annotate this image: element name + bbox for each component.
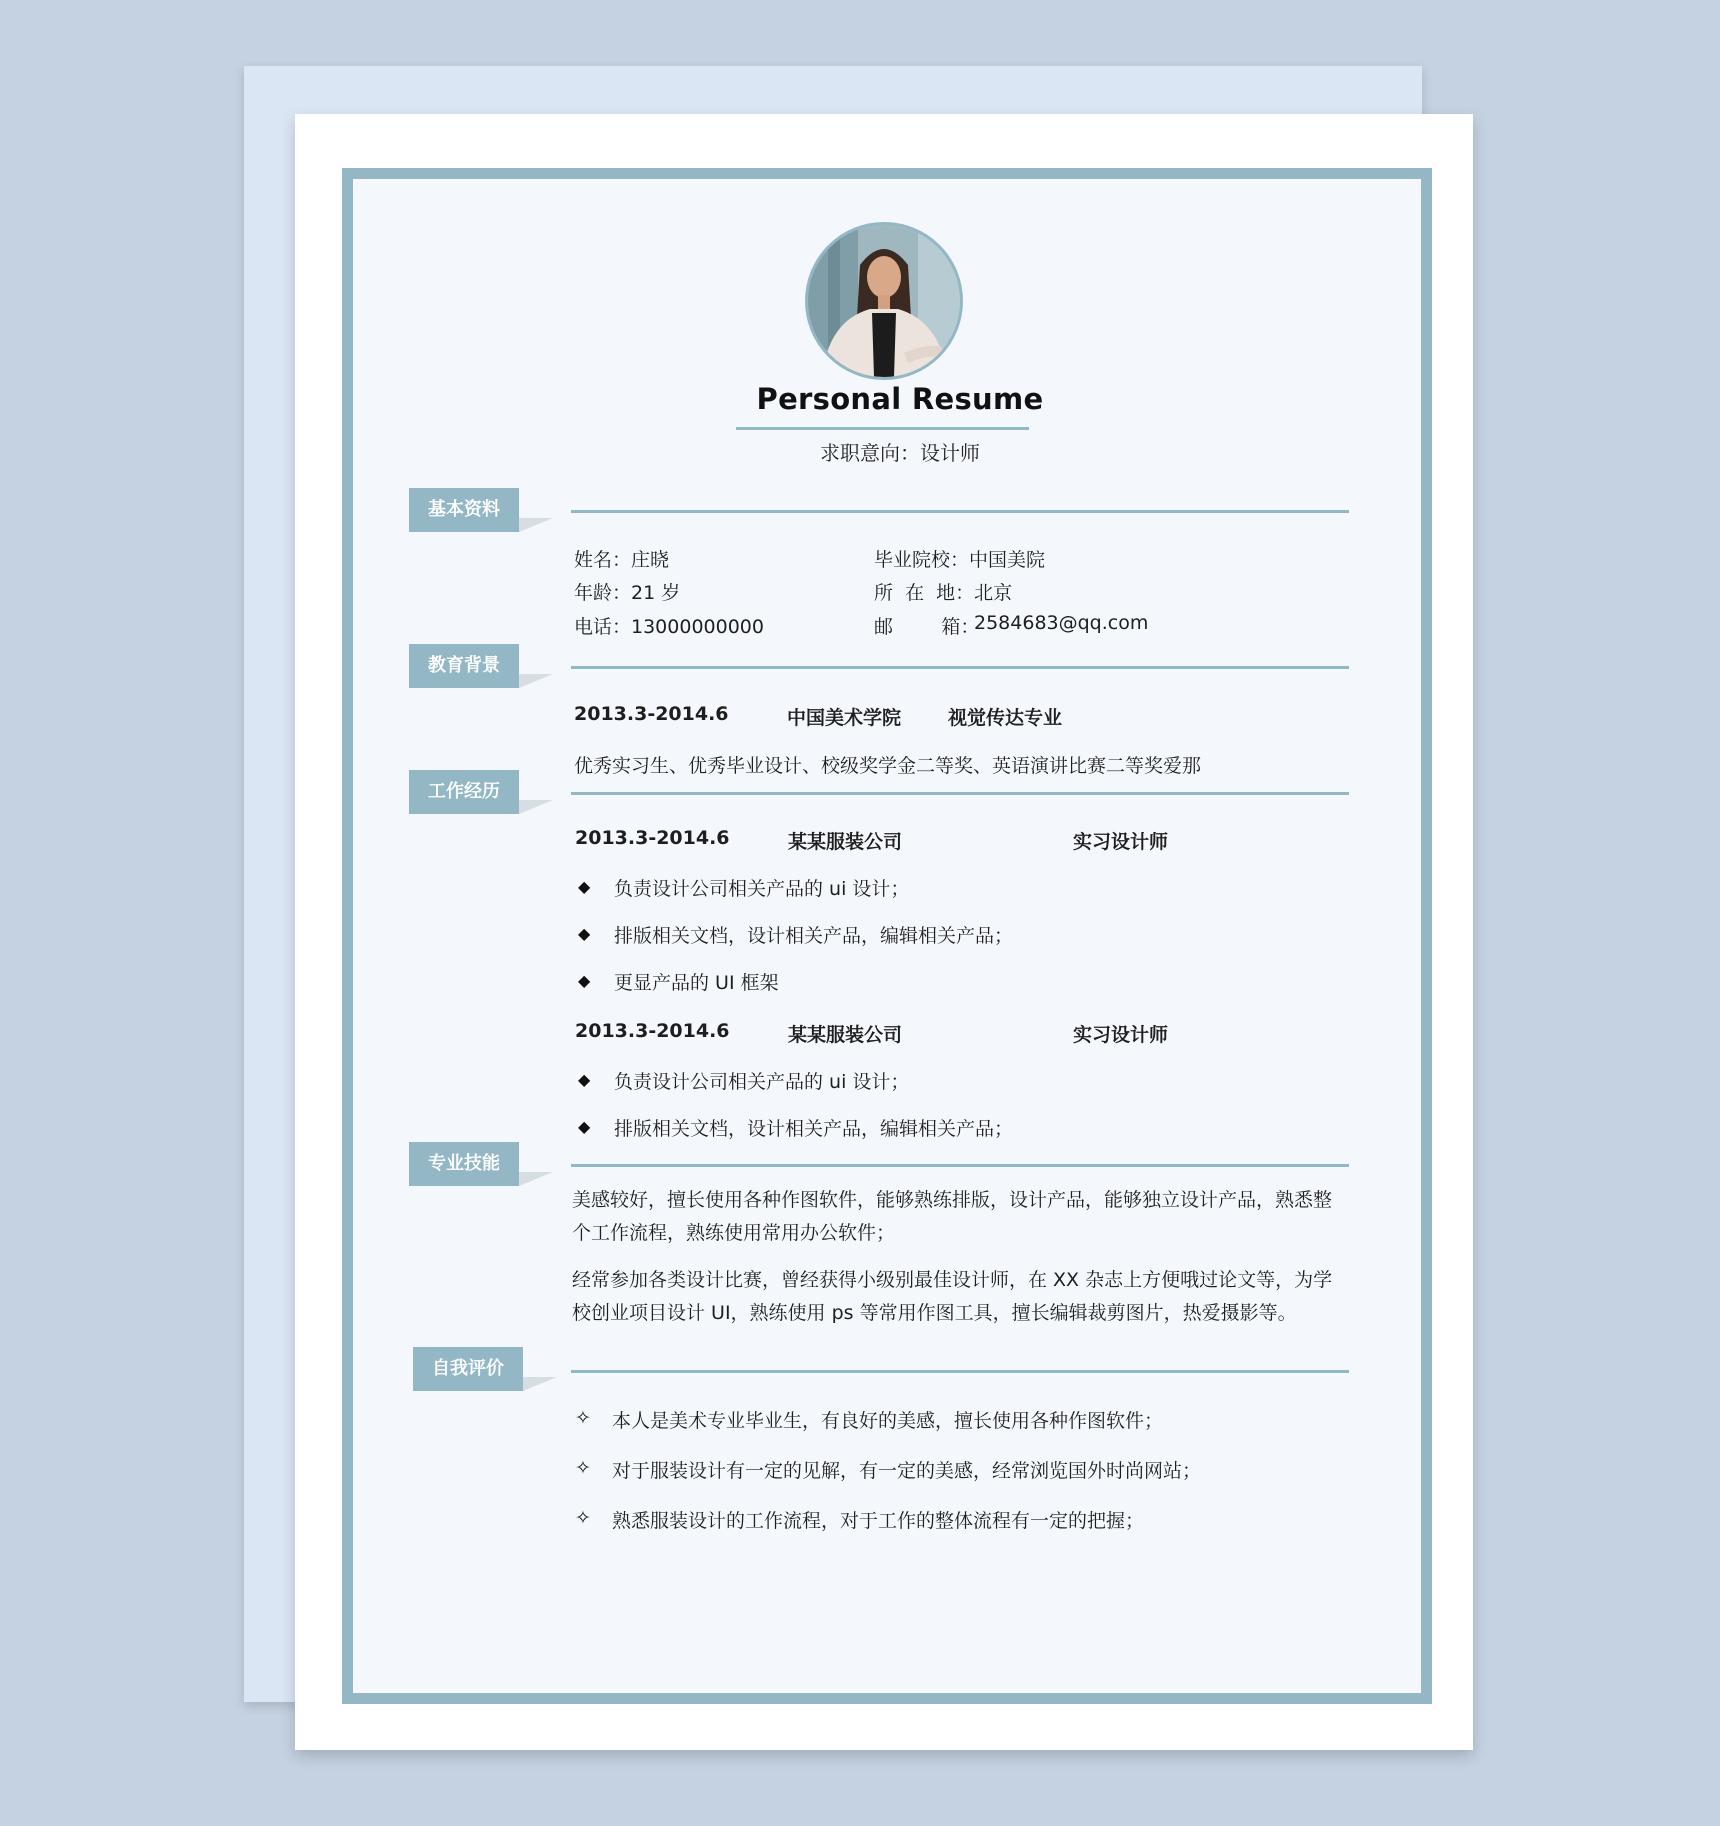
work-duty: 排版相关文档，设计相关产品，编辑相关产品；: [614, 1118, 1014, 1140]
sparkle-bullet-icon: ✧: [575, 1457, 591, 1479]
info-email-label: 邮 箱：: [874, 616, 980, 638]
diamond-bullet-icon: ◆: [578, 877, 591, 896]
section-tag-self-evaluation: 自我评价: [413, 1347, 523, 1391]
edu-period: 2013.3-2014.6: [574, 703, 729, 725]
section-rule-education: [571, 666, 1349, 669]
job-intention: 求职意向：设计师: [820, 441, 980, 465]
tag-fold-decoration: [519, 800, 553, 814]
info-location: 所 在 地：北京: [874, 582, 1013, 604]
edu-awards: 优秀实习生、优秀毕业设计、校级奖学金二等奖、英语演讲比赛二等奖爱那: [574, 755, 1202, 777]
tag-fold-decoration: [519, 1172, 553, 1186]
section-tag-basic-info: 基本资料: [409, 488, 519, 532]
title-underline: [736, 427, 1029, 430]
diamond-bullet-icon: ◆: [578, 1117, 591, 1136]
diamond-bullet-icon: ◆: [578, 1070, 591, 1089]
section-tag-skills: 专业技能: [409, 1142, 519, 1186]
avatar: [805, 222, 963, 380]
tag-fold-decoration: [519, 518, 553, 532]
portrait-photo-icon: [808, 225, 960, 377]
info-school: 毕业院校：中国美院: [874, 549, 1046, 571]
info-email[interactable]: 2584683@qq.com: [974, 612, 1149, 634]
diamond-bullet-icon: ◆: [578, 971, 591, 990]
tag-fold-decoration: [523, 1377, 557, 1391]
self-eval-item: 对于服装设计有一定的见解，有一定的美感，经常浏览国外时尚网站；: [612, 1460, 1202, 1482]
work-company: 某某服装公司: [788, 1024, 903, 1046]
work-duty: 负责设计公司相关产品的 ui 设计；: [614, 878, 910, 900]
work-duty: 负责设计公司相关产品的 ui 设计；: [614, 1071, 910, 1093]
self-eval-item: 熟悉服装设计的工作流程，对于工作的整体流程有一定的把握；: [612, 1510, 1145, 1532]
info-name: 姓名：庄晓: [574, 549, 670, 571]
info-phone: 电话：13000000000: [574, 616, 764, 638]
edu-school: 中国美术学院: [787, 707, 902, 729]
skills-paragraph: 美感较好，擅长使用各种作图软件，能够熟练排版，设计产品，能够独立设计产品，熟悉整个工作流程，熟练使用常用办公软件；: [572, 1189, 1333, 1244]
work-period: 2013.3-2014.6: [575, 1020, 730, 1042]
self-eval-item: 本人是美术专业毕业生，有良好的美感，擅长使用各种作图软件；: [612, 1410, 1164, 1432]
section-rule-skills: [571, 1164, 1349, 1167]
info-age: 年龄：21 岁: [574, 582, 681, 604]
skills-paragraph: 经常参加各类设计比赛，曾经获得小级别最佳设计师，在 XX 杂志上方便哦过论文等，为学校创业项目设计 UI，熟练使用 ps 等常用作图工具，擅长编辑裁剪图片，热爱摄影等。: [572, 1269, 1333, 1324]
edu-major: 视觉传达专业: [948, 707, 1063, 729]
tag-fold-decoration: [519, 674, 553, 688]
work-company: 某某服装公司: [788, 831, 903, 853]
section-rule-basic-info: [571, 510, 1349, 513]
work-duty: 更显产品的 UI 框架: [614, 972, 779, 994]
sparkle-bullet-icon: ✧: [575, 1407, 591, 1429]
work-duty: 排版相关文档，设计相关产品，编辑相关产品；: [614, 925, 1014, 947]
work-role: 实习设计师: [1073, 831, 1169, 853]
work-period: 2013.3-2014.6: [575, 827, 730, 849]
section-rule-work: [571, 792, 1349, 795]
diamond-bullet-icon: ◆: [578, 924, 591, 943]
page-title: Personal Resume: [756, 382, 1044, 416]
sparkle-bullet-icon: ✧: [575, 1507, 591, 1529]
section-tag-work: 工作经历: [409, 770, 519, 814]
work-role: 实习设计师: [1073, 1024, 1169, 1046]
section-tag-education: 教育背景: [409, 644, 519, 688]
section-rule-self-evaluation: [571, 1370, 1349, 1373]
